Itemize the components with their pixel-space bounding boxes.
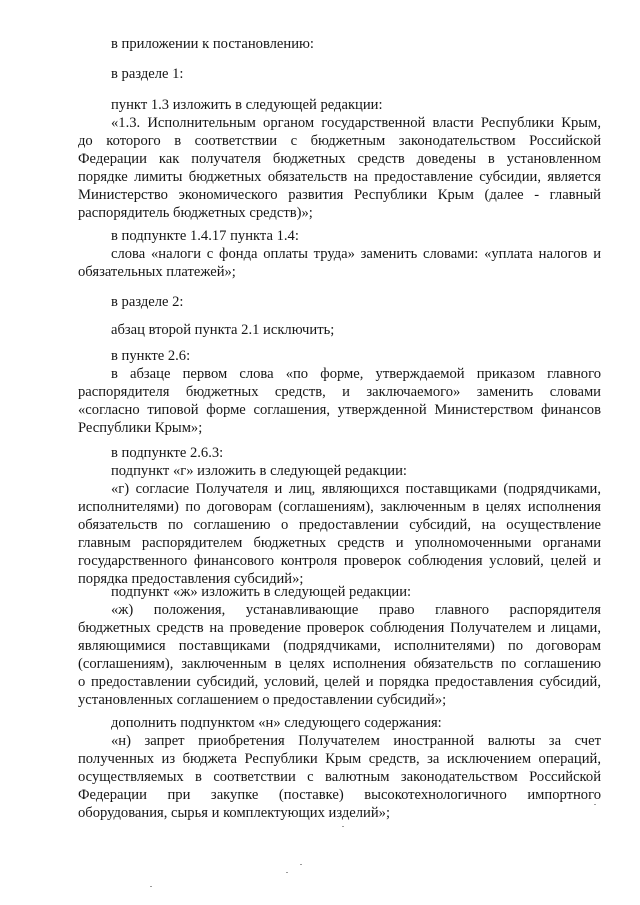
text-line: в приложении к постановлению: (111, 36, 314, 52)
text-line: порядка предоставления субсидий»; (78, 571, 304, 587)
text-line: «г) согласие Получателя и лиц, являющихся поставщиками (подрядчиками, (111, 481, 601, 497)
scan-speck (594, 804, 596, 805)
text-line: абзац второй пункта 2.1 исключить; (111, 322, 335, 338)
scan-speck (342, 826, 344, 827)
text-line: до которого в соответствии с бюджетным законодательством Российской (78, 133, 601, 149)
text-line: «н) запрет приобретения Получателем иностранной валюты за счет (111, 733, 601, 749)
text-line: порядке лимиты бюджетных обязательств на предоставление субсидии, является (78, 169, 601, 185)
text-line: «1.3. Исполнительным органом государственной власти Республики Крым, (111, 115, 601, 131)
text-line: о предоставлении субсидий, условий, целей и порядка предоставления субсидий, (78, 674, 601, 690)
text-line: полученных из бюджета Республики Крым средств, за исключением операций, (78, 751, 601, 767)
text-line: в абзаце первом слова «по форме, утверждаемой приказом главного (111, 366, 601, 382)
text-line: распорядитель бюджетных средств)»; (78, 205, 313, 221)
text-line: подпункт «г» изложить в следующей редакции: (111, 463, 407, 479)
text-line: исполнителями) по договорам (соглашениям), заключенным в целях исполнения (78, 499, 601, 515)
text-line: в разделе 2: (111, 294, 184, 310)
text-line: обязательств по соглашению о предоставлении субсидий, на осуществление (78, 517, 601, 533)
text-line: Республики Крым»; (78, 420, 203, 436)
text-line: осуществляемых в соответствии с валютным законодательством Российской (78, 769, 601, 785)
text-line: обязательных платежей»; (78, 264, 236, 280)
text-line: бюджетных средств на проведение проверок соблюдения Получателем и лицами, (78, 620, 601, 636)
text-line: установленных соглашением о предоставлении субсидий»; (78, 692, 447, 708)
text-line: оборудования, сырья и комплектующих изделий»; (78, 805, 390, 821)
scan-speck (286, 872, 288, 873)
text-line: «ж) положения, устанавливающие право главного распорядителя (111, 602, 601, 618)
text-line: распорядителя бюджетных средств, и заключаемого» заменить словами (78, 384, 601, 400)
text-line: слова «налоги с фонда оплаты труда» заменить словами: «уплата налогов и (111, 246, 601, 262)
text-line: в разделе 1: (111, 66, 184, 82)
text-line: дополнить подпунктом «н» следующего содержания: (111, 715, 442, 731)
text-line: в подпункте 2.6.3: (111, 445, 224, 461)
scan-speck (150, 886, 152, 887)
text-line: в подпункте 1.4.17 пункта 1.4: (111, 228, 299, 244)
text-line: пункт 1.3 изложить в следующей редакции: (111, 97, 383, 113)
scan-speck (300, 864, 302, 865)
text-line: Министерство экономического развития Республики Крым (далее - главный (78, 187, 601, 203)
text-line: «согласно типовой форме соглашения, утвержденной Министерством финансов (78, 402, 601, 418)
text-line: Федерации при закупке (поставке) высокотехнологичного импортного (78, 787, 601, 803)
text-line: государственного финансового контроля проверок соблюдения условий, целей и (78, 553, 601, 569)
text-line: подпункт «ж» изложить в следующей редакции: (111, 584, 412, 600)
text-line: главным распорядителем бюджетных средств и уполномоченными органами (78, 535, 601, 551)
text-line: в пункте 2.6: (111, 348, 191, 364)
text-line: Федерации как получателя бюджетных средств доведены в установленном (78, 151, 601, 167)
text-line: (соглашениям), заключенным в целях исполнения обязательств по соглашению (78, 656, 601, 672)
text-line: являющимися поставщиками (подрядчиками, исполнителями) по договорам (78, 638, 601, 654)
